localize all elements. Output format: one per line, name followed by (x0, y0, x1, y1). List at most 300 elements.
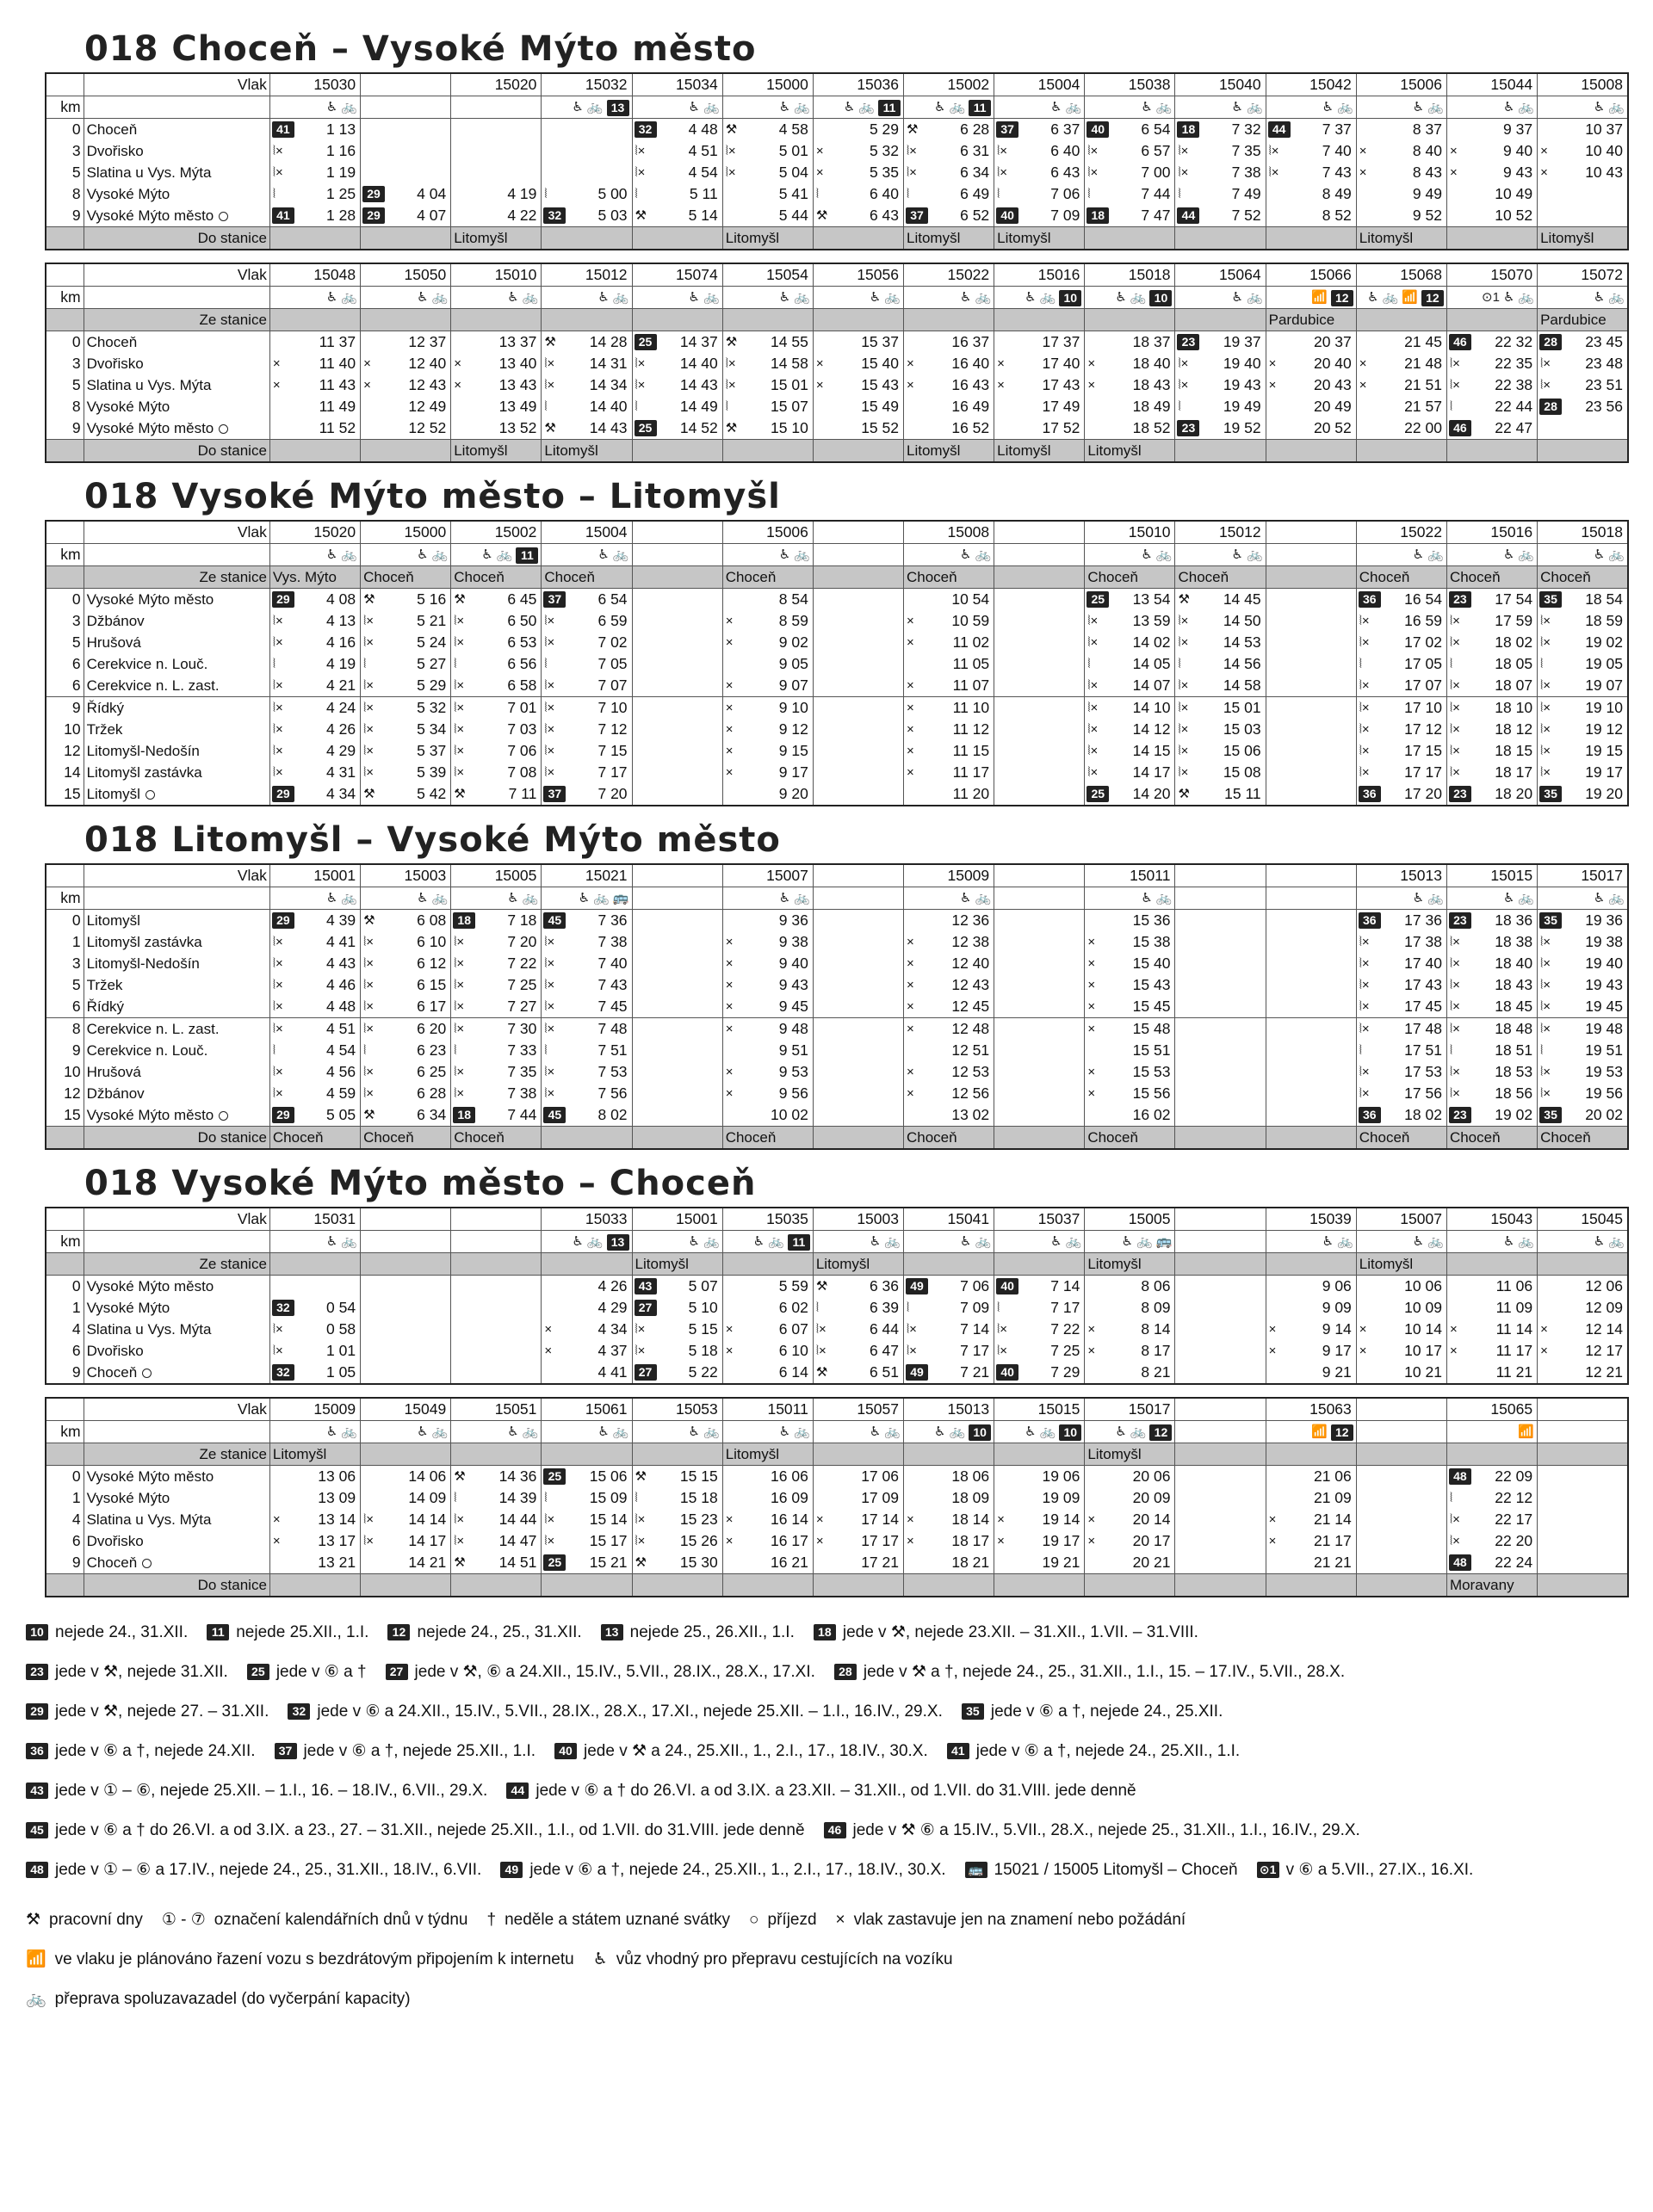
note-badge: 23 (1449, 786, 1471, 802)
stop-symbol: × (1359, 144, 1367, 158)
departure-time: 9 52 (1412, 207, 1442, 224)
from-station: Choceň (361, 566, 451, 589)
stop-symbol: ⦚× (997, 1322, 1008, 1337)
train-icons (726, 1421, 810, 1443)
bicycle-icon: 🚲 (522, 1424, 539, 1439)
train-number: 15005 (494, 867, 537, 884)
station-row (46, 953, 1628, 974)
train-number: 15061 (585, 1400, 628, 1418)
departure-time: 14 37 (679, 333, 718, 350)
station-row (46, 1319, 1628, 1340)
stop-symbol: ⦚× (1359, 1086, 1370, 1101)
train-number: 15006 (1400, 76, 1442, 93)
from-station (722, 309, 813, 331)
stop-symbol: ⦚× (1359, 935, 1370, 949)
note-badge: 12 (1331, 1424, 1353, 1441)
departure-time: 17 17 (861, 1532, 899, 1549)
stop-symbol: ⦚× (544, 999, 555, 1014)
station-km: 4 (46, 1509, 84, 1530)
station-name: Slatina u Vys. Mýta (84, 1509, 269, 1530)
train-icons (907, 1421, 991, 1443)
departure-time: 9 40 (778, 955, 808, 972)
wheelchair-icon: ♿ (1115, 1424, 1127, 1439)
from-station (542, 1443, 632, 1466)
departure-time: 12 43 (951, 976, 990, 993)
departure-time: 11 49 (319, 398, 356, 415)
departure-time: 6 25 (417, 1063, 447, 1080)
stop-symbol: ⦚× (997, 165, 1008, 180)
departure-time: 9 43 (1503, 164, 1533, 181)
stop-symbol: ⦚× (1449, 635, 1460, 650)
station-km: 9 (46, 417, 84, 440)
stop-symbol: ⦚× (363, 1534, 374, 1548)
train-icons (1540, 887, 1625, 909)
from-station (1175, 1253, 1266, 1276)
stop-symbol: × (725, 701, 734, 715)
stop-symbol: ⦚× (544, 378, 555, 392)
departure-time: 7 22 (1050, 1320, 1080, 1338)
from-station (722, 1253, 813, 1276)
departure-time: 17 38 (1404, 933, 1442, 950)
stop-symbol: ⦚× (363, 1512, 374, 1527)
footnote-text: jede v ⑥ a † do 26.VI. a od 3.IX. a 23.XII. – 31.XII., od 1.VII. do 31.VIII. jede denně (536, 1782, 1136, 1800)
departure-time: 8 02 (597, 1106, 628, 1123)
stop-symbol: ⚒ (544, 335, 556, 349)
stop-symbol: ⦚× (272, 165, 283, 180)
stop-symbol: ⦚ (1449, 399, 1453, 414)
departure-time: 17 36 (1404, 911, 1442, 929)
stop-symbol: ⦚× (1359, 1022, 1370, 1036)
station-km: 3 (46, 610, 84, 632)
departure-time: 20 43 (1313, 376, 1352, 393)
wheelchair-icon: ♿ (1141, 547, 1153, 562)
footnote-row (26, 1692, 1627, 1732)
bicycle-icon: 🚲 (431, 290, 449, 305)
to-station (1175, 1574, 1266, 1597)
station-km: 15 (46, 1104, 84, 1127)
bicycle-icon: 🚲 (884, 290, 901, 305)
stop-symbol: ⚒ (635, 1469, 647, 1484)
train-number: 15038 (1128, 76, 1171, 93)
note-badge: 36 (1359, 912, 1381, 929)
footnote (834, 1663, 1345, 1681)
departure-time: 19 12 (1585, 720, 1623, 738)
from-station (1085, 309, 1175, 331)
departure-time: 5 41 (778, 185, 808, 202)
departure-time: 18 20 (1495, 785, 1533, 802)
stop-symbol: × (997, 1534, 1005, 1548)
to-station (722, 1574, 813, 1597)
stop-symbol: ⦚× (1087, 744, 1099, 758)
stop-symbol: × (1359, 378, 1367, 392)
departure-time: 6 02 (778, 1299, 808, 1316)
departure-time: 8 54 (778, 590, 808, 608)
stop-symbol: ⦚× (363, 978, 374, 992)
train-icons (454, 1421, 538, 1443)
note-badge: 29 (362, 186, 385, 202)
train-number: 15000 (766, 76, 808, 93)
train-icons (726, 1231, 810, 1252)
legend-text: přeprava spoluzavazadel (do vyčerpání kapacity) (54, 1990, 411, 2008)
departure-time: 18 53 (1495, 1063, 1533, 1080)
bicycle-icon: 🚲 (612, 290, 629, 305)
station-row (46, 783, 1628, 806)
train-number: 15012 (1218, 523, 1261, 541)
departure-time: 5 01 (778, 142, 808, 159)
departure-time: 7 37 (1322, 120, 1352, 138)
train-icons (997, 287, 1081, 308)
station-row (46, 589, 1628, 611)
departure-time: 20 09 (1132, 1489, 1171, 1506)
from-station-row (46, 309, 1628, 331)
train-number: 15066 (1309, 266, 1352, 283)
stop-symbol: × (725, 614, 734, 628)
stop-symbol: ⦚ (635, 1491, 638, 1505)
station-km: 0 (46, 1466, 84, 1488)
wheelchair-icon: ♿ (869, 290, 882, 305)
stop-symbol: ⦚× (363, 722, 374, 737)
train-number-row (46, 521, 1628, 544)
train-number: 15003 (857, 1210, 899, 1227)
departure-time: 10 52 (1495, 207, 1533, 224)
wheelchair-icon: ♿ (1412, 547, 1425, 562)
departure-time: 6 54 (597, 590, 628, 608)
departure-time: 14 58 (771, 355, 808, 372)
departure-time: 11 02 (952, 633, 990, 651)
do-stanice-label: Do stanice (84, 440, 269, 463)
train-number: 15020 (494, 76, 537, 93)
note-badge: 29 (272, 591, 294, 608)
note-badge: 29 (362, 207, 385, 224)
note-badge: 25 (543, 1554, 566, 1571)
station-km: 8 (46, 183, 84, 205)
note-badge: 40 (554, 1743, 577, 1759)
departure-time: 15 51 (1132, 1041, 1171, 1059)
note-badge: 25 (247, 1664, 269, 1680)
station-row (46, 653, 1628, 675)
wifi-icon: 📶 (1311, 1424, 1328, 1439)
departure-time: 6 08 (417, 911, 447, 929)
departure-time: 7 14 (1050, 1277, 1080, 1294)
train-number: 15050 (404, 266, 447, 283)
departure-time: 7 21 (960, 1363, 990, 1381)
legend-symbol: × (835, 1911, 845, 1929)
departure-time: 4 39 (326, 911, 356, 929)
departure-time: 6 28 (960, 120, 990, 138)
note-badge: 37 (543, 786, 566, 802)
note-badge: 48 (1449, 1554, 1471, 1571)
departure-time: 7 06 (1050, 185, 1080, 202)
stop-symbol: × (1540, 1344, 1548, 1358)
departure-time: 18 43 (1132, 376, 1171, 393)
note-badge: 27 (386, 1664, 408, 1680)
bicycle-icon: 🚲 (1246, 547, 1263, 562)
timetable-block (45, 72, 1629, 250)
train-number: 15040 (1218, 76, 1261, 93)
departure-time: 14 43 (589, 419, 628, 436)
station-name: Cerekvice n. Louč. (84, 653, 269, 675)
station-row (46, 205, 1628, 227)
departure-time: 9 53 (778, 1063, 808, 1080)
to-station: Choceň (1085, 1127, 1175, 1150)
note-badge: 43 (635, 1278, 657, 1294)
note-badge: 36 (26, 1743, 48, 1759)
departure-time: 14 44 (498, 1511, 537, 1528)
departure-time: 6 10 (417, 933, 447, 950)
stop-symbol: ⦚× (454, 1065, 465, 1079)
stop-symbol: ⦚× (363, 1086, 374, 1101)
footnote-text: nejede 25.XII., 1.I. (236, 1623, 369, 1641)
train-number: 15004 (585, 523, 628, 541)
note-badge: 23 (26, 1664, 48, 1680)
station-km: 9 (46, 1552, 84, 1574)
stop-symbol: ⦚× (272, 635, 283, 650)
stop-symbol: × (1087, 999, 1096, 1014)
departure-time: 16 09 (771, 1489, 808, 1506)
departure-time: 19 49 (1223, 398, 1261, 415)
wheelchair-icon: ♿ (843, 100, 856, 114)
departure-time: 6 23 (417, 1041, 447, 1059)
train-number: 15057 (857, 1400, 899, 1418)
footnote (207, 1623, 368, 1641)
km-blank (46, 1208, 84, 1231)
stop-symbol: ⦚ (997, 1301, 1000, 1315)
train-number: 15011 (767, 1400, 808, 1418)
stop-symbol: ⦚× (544, 635, 555, 650)
note-badge: 18 (814, 1624, 836, 1640)
departure-time: 9 48 (778, 1020, 808, 1037)
legend-text: příjezd (767, 1911, 817, 1929)
stop-symbol: × (1087, 378, 1096, 392)
departure-time: 17 37 (1042, 333, 1080, 350)
note-badge: 25 (1087, 786, 1109, 802)
stop-symbol: ⦚× (1268, 144, 1279, 158)
departure-time: 4 22 (507, 207, 537, 224)
stop-symbol: × (1359, 356, 1367, 371)
train-icons (1087, 544, 1172, 565)
bicycle-icon: 🚲 (341, 1424, 358, 1439)
stop-symbol: ⦚× (272, 935, 283, 949)
departure-time: 18 40 (1132, 355, 1171, 372)
stop-symbol: ⦚× (363, 701, 374, 715)
departure-time: 11 09 (1495, 1299, 1533, 1316)
station-name: Choceň (84, 331, 269, 354)
footnote-text: jede v ① – ⑥, nejede 25.XII. – 1.I., 16. – 18.IV., 6.VII., 29.X. (55, 1782, 488, 1800)
stop-symbol: ⦚× (544, 1065, 555, 1079)
departure-time: 9 40 (1503, 142, 1533, 159)
departure-time: 19 10 (1585, 699, 1623, 716)
departure-time: 4 31 (326, 763, 356, 781)
stop-symbol: ⦚ (544, 1043, 548, 1058)
departure-time: 17 02 (1404, 633, 1442, 651)
departure-time: 7 06 (960, 1277, 990, 1294)
departure-time: 8 40 (1412, 142, 1442, 159)
wheelchair-icon: ♿ (688, 1424, 700, 1439)
stop-symbol: ⦚× (1449, 1065, 1460, 1079)
departure-time: 21 48 (1404, 355, 1442, 372)
station-name: Litomyšl zastávka (84, 931, 269, 953)
stop-symbol: ⚒ (363, 1108, 375, 1122)
wheelchair-icon: ♿ (1412, 891, 1425, 905)
departure-time: 16 06 (771, 1467, 808, 1485)
departure-time: 10 49 (1495, 185, 1533, 202)
stop-symbol: ⦚ (272, 657, 276, 671)
stop-symbol: × (1540, 165, 1548, 180)
stop-symbol: ⦚× (272, 1086, 283, 1101)
stop-symbol: ⦚× (363, 935, 374, 949)
station-row (46, 1040, 1628, 1061)
stop-symbol: ⦚× (1540, 701, 1551, 715)
note-badge: 36 (1359, 786, 1381, 802)
stop-symbol: × (1268, 1322, 1277, 1337)
departure-time: 4 26 (597, 1277, 628, 1294)
stop-symbol: ⦚× (1449, 744, 1460, 758)
bicycle-icon: 🚲 (794, 100, 810, 114)
station-row (46, 1509, 1628, 1530)
from-station: Litomyšl (1085, 1253, 1175, 1276)
train-number: 15009 (313, 1400, 356, 1418)
departure-time: 1 01 (326, 1342, 356, 1359)
station-name: Vysoké Mýto (84, 396, 269, 417)
departure-time: 11 12 (952, 720, 990, 738)
departure-time: 6 47 (869, 1342, 899, 1359)
departure-time: 14 12 (1132, 720, 1171, 738)
departure-time: 7 11 (508, 785, 537, 802)
station-row (46, 996, 1628, 1018)
train-number: 15053 (676, 1400, 718, 1418)
train-number: 15018 (1581, 523, 1623, 541)
departure-time: 14 39 (498, 1489, 537, 1506)
wheelchair-icon: ♿ (1502, 290, 1515, 305)
from-station (361, 309, 451, 331)
departure-time: 9 20 (778, 785, 808, 802)
station-name: Džbánov (84, 610, 269, 632)
stop-symbol: × (725, 956, 734, 971)
wheelchair-icon: ♿ (1502, 891, 1515, 905)
stop-symbol: ⦚× (454, 978, 465, 992)
note-badge: 48 (26, 1862, 48, 1878)
stop-symbol: ⦚× (1359, 722, 1370, 737)
stop-symbol: × (815, 144, 824, 158)
note-badge: 12 (387, 1624, 410, 1640)
train-icons (273, 96, 357, 118)
station-name: Litomyšl (84, 783, 269, 806)
stop-symbol: ⦚× (1540, 1065, 1551, 1079)
footnote (275, 1742, 536, 1760)
to-station (1175, 1127, 1266, 1150)
stop-symbol: ⦚× (272, 614, 283, 628)
stop-symbol: ⚒ (907, 122, 919, 137)
departure-time: 15 21 (589, 1554, 628, 1571)
note-badge: 29 (272, 912, 294, 929)
wheelchair-icon: ♿ (1593, 290, 1606, 305)
train-icons (1359, 544, 1444, 565)
wheelchair-icon: ♿ (1050, 1234, 1062, 1249)
timetable-title: 018 Litomyšl – Vysoké Mýto město (84, 820, 781, 860)
train-number: 15068 (1400, 266, 1442, 283)
station-km: 6 (46, 996, 84, 1018)
train-icons (1269, 287, 1353, 308)
stop-symbol: × (907, 1534, 914, 1548)
departure-time: 8 49 (1322, 185, 1352, 202)
departure-time: 1 05 (326, 1363, 356, 1381)
train-icon-row (46, 887, 1628, 910)
to-station: Litomyšl (451, 227, 542, 250)
bicycle-icon: 🚲 (703, 100, 720, 114)
note-badge: 23 (1177, 334, 1199, 350)
departure-time: 9 56 (778, 1084, 808, 1102)
stop-symbol: ⦚× (815, 1322, 826, 1337)
bicycle-icon: 🚲 (1518, 1234, 1535, 1249)
footnote (386, 1663, 815, 1681)
departure-time: 6 54 (1141, 120, 1171, 138)
stop-symbol: ⦚× (1540, 356, 1551, 371)
departure-time: 4 37 (597, 1342, 628, 1359)
train-number-row (46, 1208, 1628, 1231)
stop-symbol: ⦚× (1449, 935, 1460, 949)
bicycle-icon: 🚲 (884, 1424, 901, 1439)
note-badge: 12 (1149, 1424, 1172, 1441)
stop-symbol: × (907, 1065, 914, 1079)
station-name: Slatina u Vys. Mýta (84, 1319, 269, 1340)
stop-symbol: ⦚ (635, 399, 638, 414)
stop-symbol: ⚒ (815, 208, 828, 223)
departure-time: 22 44 (1495, 398, 1533, 415)
bicycle-icon: 🚲 (1427, 1234, 1444, 1249)
stop-symbol: ⦚× (635, 378, 646, 392)
to-station (994, 1127, 1085, 1150)
departure-time: 7 00 (1141, 164, 1171, 181)
footnote-row (26, 1811, 1627, 1851)
departure-time: 5 32 (417, 699, 447, 716)
note-badge: 10 (26, 1624, 48, 1640)
station-row (46, 162, 1628, 183)
stop-symbol: × (1268, 378, 1277, 392)
station-name: Tržek (84, 974, 269, 996)
departure-time: 12 38 (951, 933, 990, 950)
stop-symbol: × (272, 378, 281, 392)
train-number: 15013 (947, 1400, 990, 1418)
stop-symbol: ⦚ (1449, 657, 1453, 671)
station-name: Řídký (84, 697, 269, 720)
wheelchair-icon: ♿ (597, 1424, 610, 1439)
train-icons (1087, 96, 1172, 118)
stop-symbol: ⦚× (454, 614, 465, 628)
note-badge: 37 (906, 207, 928, 224)
departure-time: 15 11 (1224, 785, 1261, 802)
stop-symbol: ⦚ (1087, 187, 1091, 201)
bicycle-icon: 🚲 (1130, 290, 1147, 305)
bicycle-icon: 🚲 (1065, 100, 1082, 114)
departure-time: 15 01 (771, 376, 808, 393)
departure-time: 17 59 (1495, 612, 1533, 629)
wheelchair-icon: ♿ (597, 547, 610, 562)
stop-symbol: ⚒ (725, 122, 738, 137)
to-station (994, 1574, 1085, 1597)
departure-time: 20 02 (1585, 1106, 1623, 1123)
timetable-block (45, 863, 1629, 1150)
train-icons (1450, 544, 1534, 565)
from-station (632, 309, 722, 331)
train-icons (726, 544, 810, 565)
stop-symbol: ⦚× (1540, 956, 1551, 971)
departure-time: 6 43 (869, 207, 899, 224)
stop-symbol: ⦚ (907, 187, 910, 201)
train-icons (273, 1231, 357, 1252)
train-icons (544, 887, 628, 909)
note-badge: 40 (996, 1364, 1018, 1381)
wheelchair-icon: ♿ (325, 1424, 338, 1439)
